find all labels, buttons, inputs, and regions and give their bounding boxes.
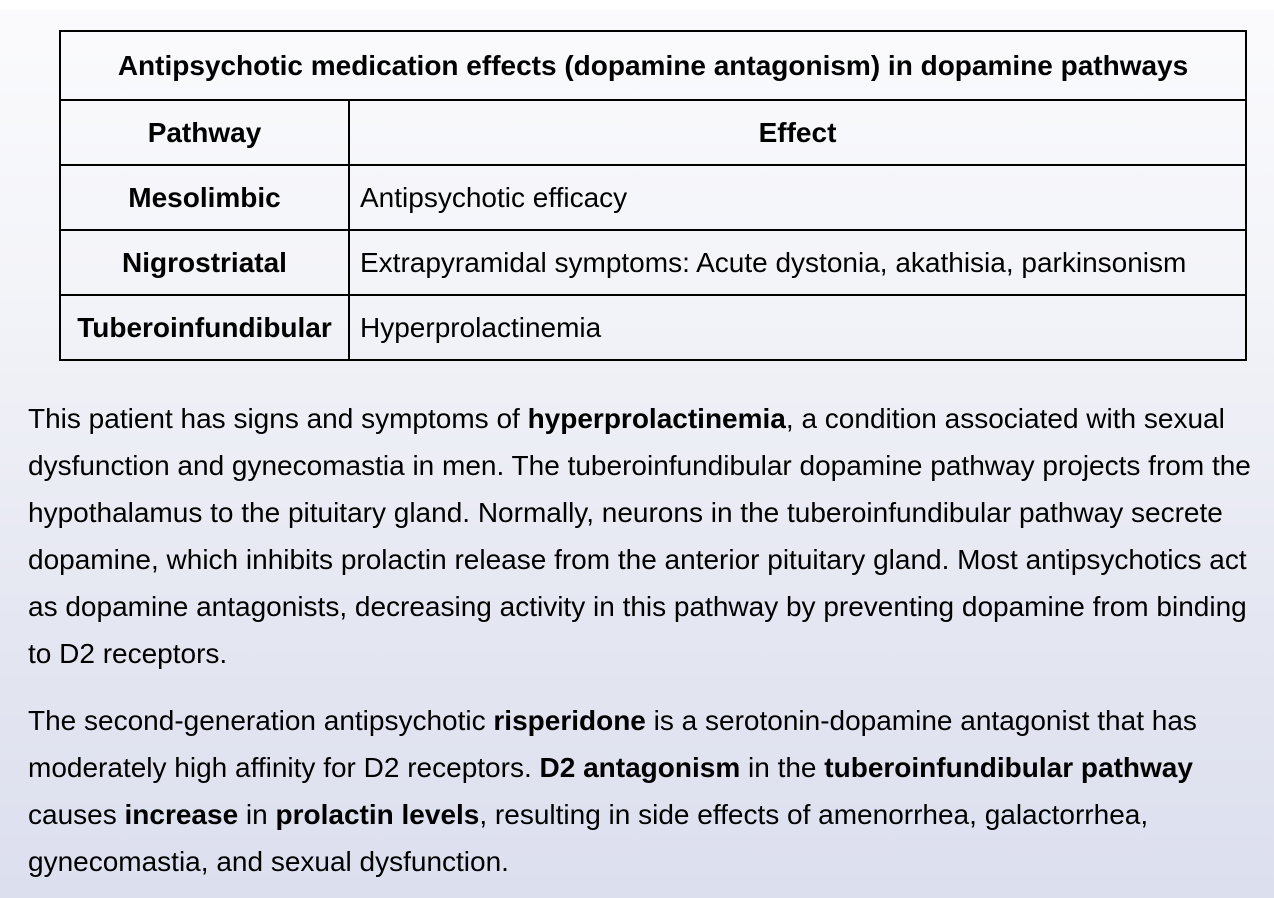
text-run: is a serotonin-dopamine antagonist that has moderately high affinity for D2 receptors. [28, 705, 1197, 783]
bold-term: increase [124, 799, 239, 830]
table-title: Antipsychotic medication effects (dopamine antagonism) in dopamine pathways [60, 31, 1246, 100]
table-header-row [60, 100, 1246, 165]
text-run: , resulting in side effects of amenorrhea, galactorrhea, gynecomastia, and sexual dysfunction. [28, 799, 1149, 877]
table-row [60, 230, 1246, 295]
pathway-cell: Tuberoinfundibular [60, 295, 349, 360]
effect-cell: Extrapyramidal symptoms: Acute dystonia, akathisia, parkinsonism [349, 230, 1246, 295]
text-run: This patient has signs and symptoms of [28, 403, 528, 434]
column-header-effect: Effect [349, 100, 1246, 165]
top-strip [0, 0, 1274, 10]
bold-term: tuberoinfundibular pathway [824, 752, 1193, 783]
text-run: The second-generation antipsychotic [28, 705, 494, 736]
text-run: in [238, 799, 276, 830]
table-row [60, 165, 1246, 230]
column-header-pathway: Pathway [60, 100, 349, 165]
text-run: causes [28, 799, 125, 830]
explanation-paragraph-1 [28, 395, 1268, 677]
bold-term: prolactin levels [275, 799, 480, 830]
bold-term: D2 antagonism [539, 752, 741, 783]
pathway-cell: Mesolimbic [60, 165, 349, 230]
table-row [60, 295, 1246, 360]
table-title-row [60, 31, 1246, 100]
pathway-effects-table [59, 30, 1247, 361]
text-run: in the [740, 752, 825, 783]
effect-cell: Hyperprolactinemia [349, 295, 1246, 360]
explanation-paragraph-2 [28, 697, 1268, 885]
text-run: , a condition associated with sexual dysfunction and gynecomastia in men. The tuberoinfundibular dopamine pathway projects from the hypothalamus to the pituitary gland. Normally, neurons in the tuberoinfundibular pathway secrete dopamine, which inhibits prolactin release from the anterior pituitary gland. Most antipsychotics act as dopamine antagonists, decreasing activity in this pathway by preventing dopamine from binding to D2 receptors. [28, 403, 1251, 669]
effect-cell: Antipsychotic efficacy [349, 165, 1246, 230]
bold-term: risperidone [493, 705, 646, 736]
pathway-cell: Nigrostriatal [60, 230, 349, 295]
bold-term: hyperprolactinemia [527, 403, 786, 434]
